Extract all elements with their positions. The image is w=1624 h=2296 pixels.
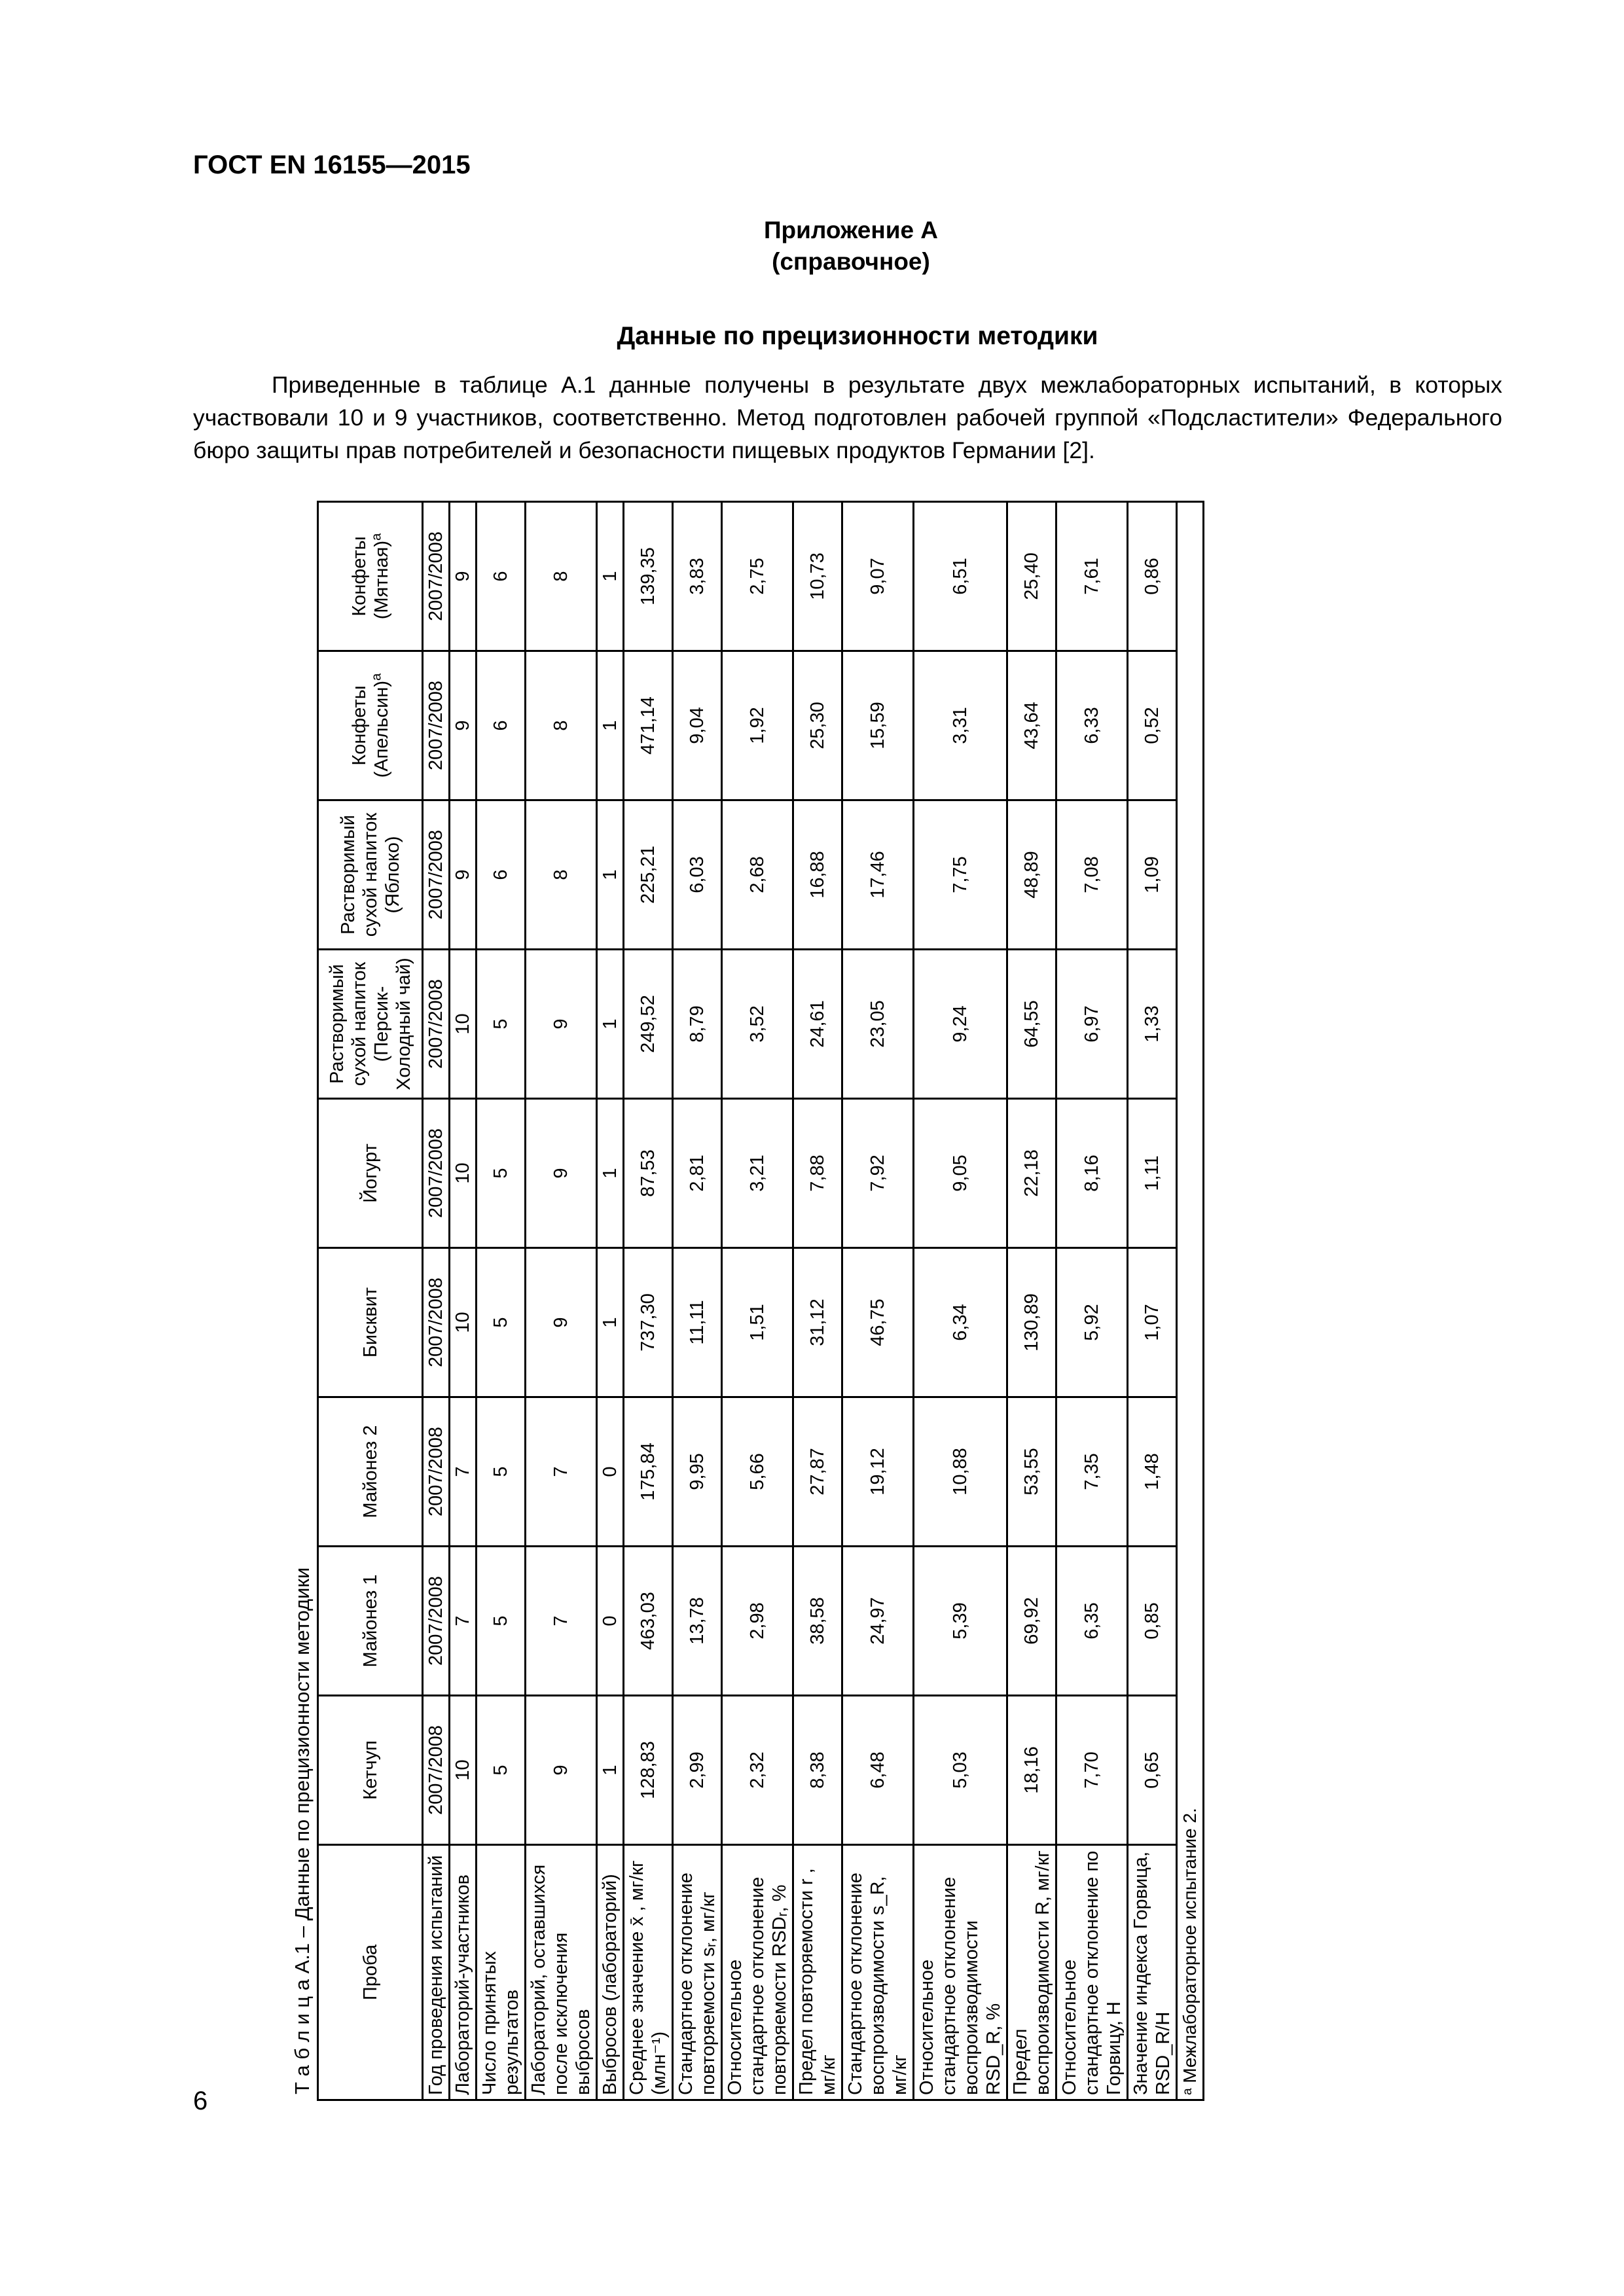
table-cell: 1 <box>597 502 624 651</box>
table-cell: 7,08 <box>1056 800 1128 950</box>
table-cell: 5 <box>477 950 526 1099</box>
table-cell: 6,33 <box>1056 651 1128 800</box>
row-label: Год проведения испытаний <box>423 1845 450 2100</box>
table-cell: 10 <box>450 950 477 1099</box>
column-header <box>318 1547 423 1696</box>
table-cell: 175,84 <box>624 1397 673 1547</box>
column-header-label: Растворимый сухой напиток (Яблоко) <box>337 812 403 937</box>
table-footnote: ᵃ Межлабораторное испытание 2. <box>1177 502 1204 2100</box>
column-header <box>318 1397 423 1547</box>
table-cell: 0,65 <box>1128 1696 1177 1845</box>
table-cell: 5 <box>477 1547 526 1696</box>
table-cell: 463,03 <box>624 1547 673 1696</box>
table-cell: 5 <box>477 1397 526 1547</box>
table-cell: 6 <box>477 651 526 800</box>
table-cell: 19,12 <box>842 1397 914 1547</box>
table-cell: 22,18 <box>1007 1099 1056 1248</box>
table-cell: 2007/2008 <box>423 651 450 800</box>
table-cell: 1,92 <box>722 651 793 800</box>
table-cell: 1,09 <box>1128 800 1177 950</box>
table-cell: 1 <box>597 800 624 950</box>
table-cell: 0 <box>597 1397 624 1547</box>
table-row <box>423 502 450 2100</box>
table-cell: 1,11 <box>1128 1099 1177 1248</box>
table-row <box>526 502 597 2100</box>
column-header <box>318 1099 423 1248</box>
table-cell: 5 <box>477 1696 526 1845</box>
table-cell: 9,07 <box>842 502 914 651</box>
table-cell: 6,34 <box>914 1248 1007 1397</box>
row-label: Предел повторяемости r , мг/кг <box>793 1845 842 2100</box>
table-cell: 43,64 <box>1007 651 1056 800</box>
table-cell: 7 <box>450 1547 477 1696</box>
table-cell: 1 <box>597 1099 624 1248</box>
table-cell: 1,51 <box>722 1248 793 1397</box>
table-cell: 6,51 <box>914 502 1007 651</box>
table-row <box>793 502 842 2100</box>
table-cell: 9,24 <box>914 950 1007 1099</box>
table-cell: 9 <box>526 1248 597 1397</box>
table-cell: 8 <box>526 502 597 651</box>
table-cell: 25,30 <box>793 651 842 800</box>
table-cell: 2,81 <box>673 1099 722 1248</box>
table-cell: 87,53 <box>624 1099 673 1248</box>
table-cell: 2007/2008 <box>423 1397 450 1547</box>
table-cell: 17,46 <box>842 800 914 950</box>
table-cell: 7,70 <box>1056 1696 1128 1845</box>
table-cell: 1 <box>597 950 624 1099</box>
table-cell: 8,38 <box>793 1696 842 1845</box>
table-cell: 0,86 <box>1128 502 1177 651</box>
table-cell: 5 <box>477 1099 526 1248</box>
table-cell: 8,16 <box>1056 1099 1128 1248</box>
table-cell: 2007/2008 <box>423 1248 450 1397</box>
table-cell: 6,35 <box>1056 1547 1128 1696</box>
table-cell: 23,05 <box>842 950 914 1099</box>
table-cell: 139,35 <box>624 502 673 651</box>
column-header <box>318 950 423 1099</box>
row-label: Среднее значение x̄ , мг/кг (млн⁻¹) <box>624 1845 673 2100</box>
table-cell: 10,73 <box>793 502 842 651</box>
table-cell: 3,21 <box>722 1099 793 1248</box>
column-header <box>318 800 423 950</box>
table-cell: 3,31 <box>914 651 1007 800</box>
table-cell: 1 <box>597 1696 624 1845</box>
page-number: 6 <box>193 2087 208 2115</box>
column-header <box>318 651 423 800</box>
table-cell: 10 <box>450 1099 477 1248</box>
table-cell: 471,14 <box>624 651 673 800</box>
row-label: Выбросов (лабораторий) <box>597 1845 624 2100</box>
footnote-marker: a <box>369 673 384 681</box>
table-cell: 2,32 <box>722 1696 793 1845</box>
table-cell: 2007/2008 <box>423 1696 450 1845</box>
table-cell: 1 <box>597 651 624 800</box>
table-cell: 9 <box>526 1696 597 1845</box>
precision-table <box>317 501 1204 2101</box>
table-cell: 5 <box>477 1248 526 1397</box>
table-cell: 24,61 <box>793 950 842 1099</box>
column-header-label: Бисквит <box>359 1287 381 1358</box>
table-row <box>450 502 477 2100</box>
table-cell: 7,88 <box>793 1099 842 1248</box>
table-row <box>914 502 1007 2100</box>
table-cell: 6,03 <box>673 800 722 950</box>
table-cell: 5,66 <box>722 1397 793 1547</box>
table-cell: 9,05 <box>914 1099 1007 1248</box>
table-cell: 8 <box>526 651 597 800</box>
table-cell: 7 <box>450 1397 477 1547</box>
column-header-label: Майонез 2 <box>359 1425 381 1518</box>
table-cell: 9 <box>450 502 477 651</box>
table-cell: 6 <box>477 800 526 950</box>
table-cell: 128,83 <box>624 1696 673 1845</box>
table-row <box>1128 502 1177 2100</box>
table-row <box>597 502 624 2100</box>
table-cell: 6,97 <box>1056 950 1128 1099</box>
table-cell: 8 <box>526 800 597 950</box>
row-label: Относительное стандартное отклонение по Горвицу, H <box>1056 1845 1128 2100</box>
column-header <box>318 502 423 651</box>
table-cell: 1,48 <box>1128 1397 1177 1547</box>
intro-paragraph: Приведенные в таблице А.1 данные получены в результате двух межлабораторных испытаний, в которых участвовали 10 и 9 участников, соответственно. Метод подготовлен рабочей группой «Подсластители» Федерального бюро защиты прав потребителей и безопасности пищевых продуктов Германии [2]. <box>193 372 1502 463</box>
table-cell: 0,85 <box>1128 1547 1177 1696</box>
column-header-label: Майонез 1 <box>359 1574 381 1668</box>
row-label: Лабораторий-участников <box>450 1845 477 2100</box>
row-label: Предел воспроизводимости R, мг/кг <box>1007 1845 1056 2100</box>
column-header <box>318 1248 423 1397</box>
table-row <box>842 502 914 2100</box>
table-row <box>673 502 722 2100</box>
column-header-label: Конфеты (Апельсин) <box>348 681 392 778</box>
table-cell: 0,52 <box>1128 651 1177 800</box>
annex-kind: (справочное) <box>772 248 930 275</box>
table-cell: 7,92 <box>842 1099 914 1248</box>
table-cell: 2,98 <box>722 1547 793 1696</box>
table-cell: 9 <box>450 651 477 800</box>
column-header-label: Кетчуп <box>359 1740 381 1800</box>
table-cell: 1,07 <box>1128 1248 1177 1397</box>
table-cell: 249,52 <box>624 950 673 1099</box>
table-cell: 11,11 <box>673 1248 722 1397</box>
row-label: Число принятых результатов <box>477 1845 526 2100</box>
table-cell: 31,12 <box>793 1248 842 1397</box>
table-cell: 9,04 <box>673 651 722 800</box>
row-label: Значение индекса Горвица, RSD_R/H <box>1128 1845 1177 2100</box>
table-cell: 7,75 <box>914 800 1007 950</box>
table-cell: 7 <box>526 1547 597 1696</box>
table-cell: 27,87 <box>793 1397 842 1547</box>
table-cell: 0 <box>597 1547 624 1696</box>
table-cell: 3,83 <box>673 502 722 651</box>
column-header-label: Растворимый сухой напиток (Персик-Холодный чай) <box>326 958 414 1090</box>
table-row <box>477 502 526 2100</box>
table-cell: 46,75 <box>842 1248 914 1397</box>
table-cell: 7,35 <box>1056 1397 1128 1547</box>
table-cell: 6,48 <box>842 1696 914 1845</box>
table-caption: Т а б л и ц а А.1 – Данные по прецизионности методики <box>291 1567 314 2094</box>
table-cell: 3,52 <box>722 950 793 1099</box>
column-header <box>318 1696 423 1845</box>
table-cell: 69,92 <box>1007 1547 1056 1696</box>
table-cell: 1 <box>597 1248 624 1397</box>
table-header-row <box>318 502 423 2100</box>
footnote-row <box>1177 502 1204 2100</box>
table-cell: 2,99 <box>673 1696 722 1845</box>
table-cell: 737,30 <box>624 1248 673 1397</box>
table-row <box>1007 502 1056 2100</box>
table-cell: 16,88 <box>793 800 842 950</box>
table-cell: 2007/2008 <box>423 800 450 950</box>
section-heading: Данные по прецизионности методики <box>617 322 1098 350</box>
table-cell: 5,92 <box>1056 1248 1128 1397</box>
table-cell: 24,97 <box>842 1547 914 1696</box>
table-cell: 2007/2008 <box>423 502 450 651</box>
annex-label: Приложение А <box>763 217 939 243</box>
table-cell: 9,95 <box>673 1397 722 1547</box>
table-cell: 225,21 <box>624 800 673 950</box>
precision-table-block <box>288 484 1200 2101</box>
table-cell: 15,59 <box>842 651 914 800</box>
table-row <box>722 502 793 2100</box>
table-cell: 10 <box>450 1696 477 1845</box>
table-cell: 7 <box>526 1397 597 1547</box>
table-row <box>1056 502 1128 2100</box>
table-cell: 9 <box>526 1099 597 1248</box>
table-cell: 25,40 <box>1007 502 1056 651</box>
table-cell: 130,89 <box>1007 1248 1056 1397</box>
table-row <box>624 502 673 2100</box>
table-cell: 1,33 <box>1128 950 1177 1099</box>
document-code: ГОСТ EN 16155—2015 <box>193 151 471 179</box>
table-cell: 13,78 <box>673 1547 722 1696</box>
table-cell: 7,61 <box>1056 502 1128 651</box>
row-label: Стандартное отклонение воспроизводимости s_R, мг/кг <box>842 1845 914 2100</box>
table-cell: 64,55 <box>1007 950 1056 1099</box>
row-label: Относительное стандартное отклонение повторяемости RSDᵣ, % <box>722 1845 793 2100</box>
corner-header: Проба <box>318 1845 423 2100</box>
table-cell: 53,55 <box>1007 1397 1056 1547</box>
row-label: Лабораторий, оставшихся после исключения выбросов <box>526 1845 597 2100</box>
table-cell: 2007/2008 <box>423 1099 450 1248</box>
table-cell: 2,68 <box>722 800 793 950</box>
table-cell: 2007/2008 <box>423 950 450 1099</box>
table-cell: 5,39 <box>914 1547 1007 1696</box>
table-cell: 2007/2008 <box>423 1547 450 1696</box>
column-header-label: Конфеты (Мятная) <box>348 536 392 620</box>
row-label: Относительное стандартное отклонение воспроизводимости RSD_R, % <box>914 1845 1007 2100</box>
table-cell: 10 <box>450 1248 477 1397</box>
row-label: Стандартное отклонение повторяемости sᵣ, мг/кг <box>673 1845 722 2100</box>
table-cell: 9 <box>526 950 597 1099</box>
table-cell: 5,03 <box>914 1696 1007 1845</box>
table-cell: 48,89 <box>1007 800 1056 950</box>
table-cell: 38,58 <box>793 1547 842 1696</box>
column-header-label: Йогурт <box>359 1143 381 1203</box>
table-cell: 9 <box>450 800 477 950</box>
footnote-marker: a <box>369 533 384 541</box>
table-cell: 18,16 <box>1007 1696 1056 1845</box>
table-cell: 10,88 <box>914 1397 1007 1547</box>
table-cell: 8,79 <box>673 950 722 1099</box>
table-cell: 6 <box>477 502 526 651</box>
table-cell: 2,75 <box>722 502 793 651</box>
